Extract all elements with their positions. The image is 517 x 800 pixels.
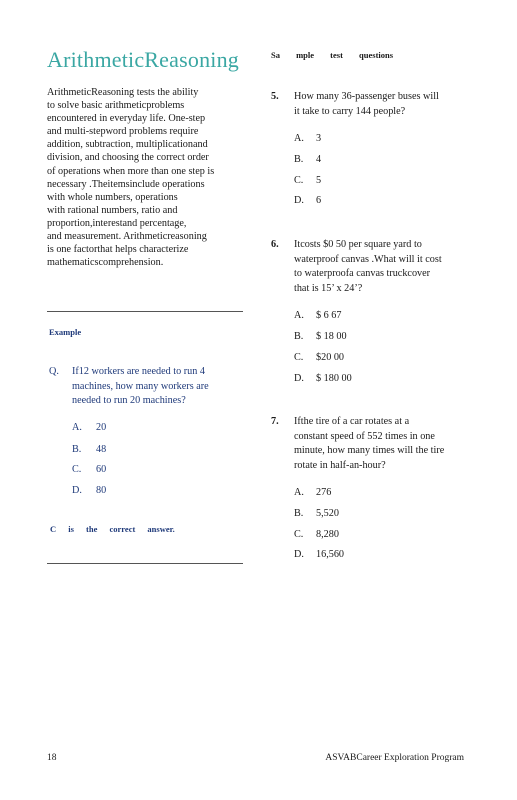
option-letter: D. — [294, 549, 304, 560]
option-text: $ 6 67 — [316, 310, 342, 321]
option-letter: A. — [72, 422, 82, 433]
divider-top — [47, 311, 243, 312]
example-option — [72, 464, 106, 475]
intro-line: ArithmeticReasoning tests the ability — [47, 87, 199, 98]
option-text: 3 — [316, 133, 322, 144]
footer-program-name: ASVABCareer Exploration Program — [325, 753, 464, 763]
question-line: waterproof canvas .What will it cost — [294, 253, 442, 265]
option-letter: C. — [294, 352, 304, 363]
sample-heading: Sa mple test questions — [271, 50, 394, 60]
option-text: $ 18 00 — [316, 331, 347, 342]
intro-line: mathematicscomprehension. — [47, 257, 164, 269]
option-letter: C. — [294, 175, 304, 186]
question-line: needed to run 20 machines? — [72, 395, 186, 406]
intro-line: to solve basic arithmeticproblems — [47, 100, 185, 112]
option-letter: A. — [294, 487, 304, 498]
option-text: 20 — [96, 422, 107, 433]
page-title: ArithmeticReasoning — [47, 47, 239, 72]
question-line: Ifthe tire of a car rotates at a — [294, 416, 410, 427]
option-text: 6 — [316, 195, 322, 206]
question-line: it take to carry 144 people? — [294, 105, 406, 117]
answer-option — [294, 175, 321, 186]
option-text: 276 — [316, 487, 332, 498]
question-line: that is 15’ x 24’? — [294, 282, 363, 294]
answer-option — [294, 487, 331, 498]
answer-option — [294, 154, 321, 165]
example-option — [72, 444, 106, 455]
question-line: Itcosts $0 50 per square yard to — [294, 239, 422, 250]
example-option — [72, 422, 106, 433]
question-line: constant speed of 552 times in one — [294, 430, 435, 442]
example-answer: C is the correct answer. — [50, 524, 175, 534]
intro-line: encountered in everyday life. One-step — [47, 113, 206, 125]
answer-option — [294, 508, 339, 519]
option-text: 80 — [96, 485, 107, 496]
option-letter: B. — [72, 444, 82, 455]
option-text: $20 00 — [316, 352, 345, 363]
example-label: Example — [49, 327, 82, 337]
answer-option — [294, 352, 344, 363]
page-number: 18 — [47, 753, 57, 763]
answer-option — [294, 310, 341, 321]
answer-option — [294, 529, 339, 540]
option-text: 8,280 — [316, 529, 339, 540]
option-letter: C. — [72, 464, 82, 475]
option-text: $ 180 00 — [316, 373, 352, 384]
question-number: 5. — [271, 91, 279, 102]
question-line: If12 workers are needed to run 4 — [72, 366, 205, 377]
answer-option — [294, 133, 321, 144]
intro-paragraph — [47, 86, 247, 269]
question-line: machines, how many workers are — [72, 380, 209, 392]
intro-line: and multi-stepword problems require — [47, 126, 199, 138]
intro-line: proportion,interestand percentage, — [47, 217, 187, 229]
answer-option — [294, 195, 321, 206]
option-text: 5 — [316, 175, 322, 186]
question-number: 7. — [271, 416, 279, 427]
intro-line: necessary .Theitemsinclude operations — [47, 178, 205, 190]
answer-option — [294, 549, 344, 560]
option-letter: A. — [294, 310, 304, 321]
option-letter: C. — [294, 529, 304, 540]
example-option — [72, 485, 106, 496]
example-question-number: Q. — [49, 366, 59, 377]
intro-line: with rational numbers, ratio and — [47, 204, 178, 216]
question-line: minute, how many times will the tire — [294, 445, 445, 457]
option-letter: B. — [294, 508, 304, 519]
intro-line: division, and choosing the correct order — [47, 152, 209, 164]
option-text: 4 — [316, 154, 322, 165]
option-letter: B. — [294, 331, 304, 342]
answer-option — [294, 373, 352, 384]
option-letter: A. — [294, 133, 304, 144]
option-text: 60 — [96, 464, 107, 475]
question-line: How many 36-passenger buses will — [294, 91, 439, 102]
question-text — [294, 238, 466, 296]
divider-bottom — [47, 563, 243, 564]
option-letter: B. — [294, 154, 304, 165]
question-line: rotate in half-an-hour? — [294, 459, 386, 471]
question-text — [294, 90, 466, 119]
option-letter: D. — [294, 195, 304, 206]
question-line: to waterproofa canvas truckcover — [294, 268, 431, 280]
question-number: 6. — [271, 239, 279, 250]
intro-line: with whole numbers, operations — [47, 191, 178, 203]
question-text — [294, 415, 466, 473]
example-question-text — [72, 365, 237, 409]
option-text: 5,520 — [316, 508, 339, 519]
option-text: 16,560 — [316, 549, 345, 560]
option-letter: D. — [72, 485, 82, 496]
option-letter: D. — [294, 373, 304, 384]
intro-line: and measurement. Arithmeticreasoning — [47, 231, 207, 243]
intro-line: is one factorthat helps characterize — [47, 244, 189, 256]
intro-line: addition, subtraction, multiplicationand — [47, 139, 208, 151]
option-text: 48 — [96, 444, 107, 455]
intro-line: of operations when more than one step is — [47, 165, 215, 177]
answer-option — [294, 331, 347, 342]
